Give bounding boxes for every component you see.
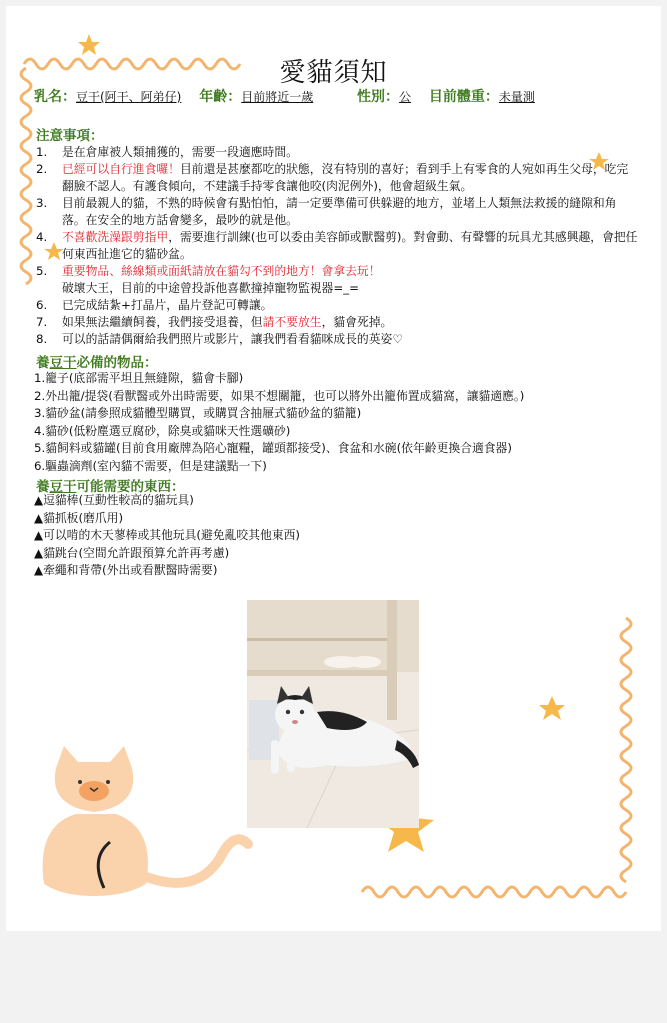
list-item: ▲貓跳台(空間允許跟預算允許再考慮) — [34, 545, 230, 560]
page-title: 愛貓須知 — [279, 58, 388, 88]
need-heading: 養豆干必備的物品： — [36, 355, 158, 371]
list-item: 2.外出籠/提袋(看獸醫或外出時需要，如果不想關籠，也可以將外出籠佈置成貓窩，讓貓適應。) — [34, 388, 525, 403]
age-value: 目前將近一歲 — [241, 90, 314, 104]
list-item: ▲逗貓棒(互動性較高的貓玩具) — [34, 493, 194, 507]
optional-heading: 養豆干可能需要的東西： — [36, 479, 185, 495]
list-item: ▲牽繩和背帶(外出或看獸醫時需要) — [34, 563, 218, 577]
list-item: ▲可以啃的木天蓼棒或其他玩具(避免亂咬其他東西) — [34, 528, 301, 542]
list-item: 3.貓砂盆(請參照成貓體型購買，或購買含抽屜式貓砂盆的貓籠) — [34, 406, 362, 420]
list-item: 8. 可以的話請偶爾給我們照片或影片，讓我們看看貓咪成長的英姿♡ — [36, 332, 403, 346]
cat-photo — [247, 600, 419, 828]
weight-value: 未量測 — [498, 90, 535, 104]
cat-photo-icon — [247, 600, 419, 828]
sex-value: 公 — [399, 90, 412, 104]
list-item: ▲貓抓板(磨爪用) — [34, 510, 124, 525]
notes-list — [34, 144, 638, 348]
list-item: 5.貓飼料或貓罐(目前食用廠牌為陪心寵糧，罐頭都接受)、食盆和水碗(依年齡更換合適食器) — [34, 441, 512, 455]
list-item: 1. 是在倉庫被人類捕獲的，需要一段適應時間。 — [36, 145, 298, 159]
name-value: 豆干(阿干、阿弟仔) — [76, 90, 182, 104]
document-page — [6, 6, 661, 931]
weight-label: 目前體重： — [428, 89, 499, 105]
age-label: 年齡： — [199, 89, 242, 105]
list-item: 6.驅蟲滴劑(室內貓不需要，但是建議點一下) — [34, 458, 267, 473]
need-list — [34, 370, 524, 475]
list-item: 1.籠子(底部需平坦且無縫隙，貓會卡腳) — [34, 371, 244, 385]
list-item: 4.貓砂(低粉塵選豆腐砂，除臭或貓咪天性選礦砂) — [34, 423, 291, 438]
list-item: 3. 目前最親人的貓，不熟的時候會有點怕怕，請一定要準備可供躲避的地方，並堵上人類無法救援的縫隙和角落。在安全的地方話會變多，最吵的就是他。 — [36, 196, 617, 227]
sex-label: 性別： — [357, 89, 400, 105]
list-item: 7. 如果無法繼續飼養，我們接受退養，但請不要放生，貓會死掉。 — [36, 315, 393, 329]
optional-list — [34, 492, 300, 580]
list-item: 6. 已完成結紮+打晶片，晶片登記可轉讓。 — [36, 298, 273, 312]
list-item: 2. 已經可以自行進食囉！目前還是甚麼都吃的狀態，沒有特別的喜好；看到手上有零食的人宛如再生父母，吃完翻臉不認人。有護食傾向，不建議手持零食讓他咬(肉泥例外)，他會超級生氣。 — [36, 162, 629, 193]
list-item: 5. 重要物品、絲線類或面紙請放在貓勾不到的地方！會拿去玩！ 破壞大王，目前的中途曾投訴他喜歡撞掉寵物監視器=_= — [36, 264, 381, 295]
name-label: 乳名： — [34, 89, 76, 105]
notes-heading: 注意事項： — [36, 128, 104, 144]
cat-info-line — [34, 86, 549, 106]
list-item: 4. 不喜歡洗澡跟剪指甲，需要進行訓練(也可以委由美容師或獸醫剪)。對會動、有聲響的玩具尤其感興趣，會把任何東西扯進它的貓砂盆。 — [36, 230, 638, 261]
cat-illustration-icon — [43, 746, 248, 896]
